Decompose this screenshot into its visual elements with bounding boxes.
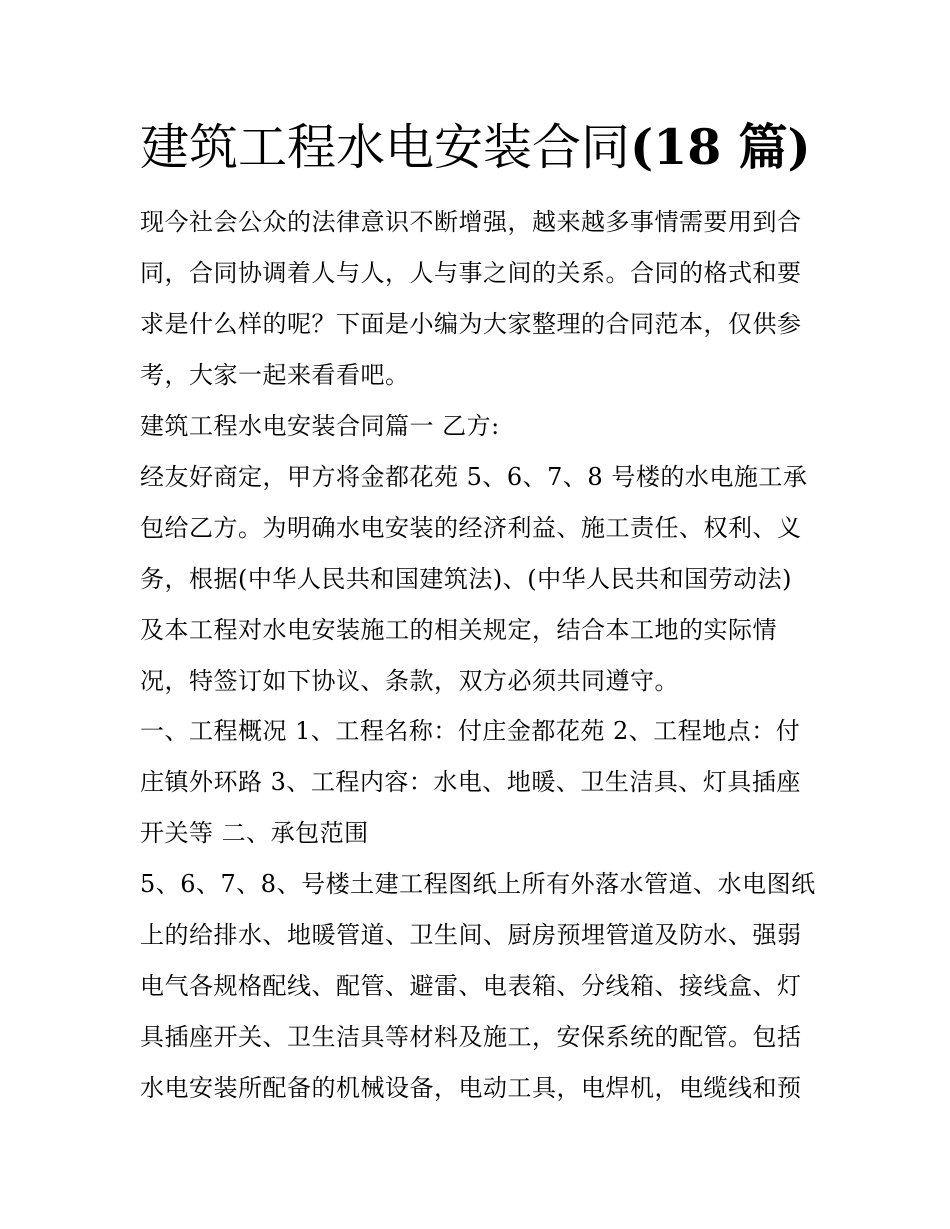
- body-line: 具插座开关、卫生洁具等材料及施工，安保系统的配管。包括: [140, 1023, 802, 1051]
- title-main: 建筑工程水电安装合同: [140, 119, 631, 176]
- body-line: 一、工程概况 1、工程名称：付庄金都花苑 2、工程地点：付: [140, 717, 801, 745]
- body-line: 包给乙方。为明确水电安装的经济利益、施工责任、权利、义: [140, 514, 802, 542]
- body-line: 务，根据(中华人民共和国建筑法)、(中华人民共和国劳动法): [140, 565, 792, 593]
- body-line: 水电安装所配备的机械设备，电动工具，电焊机，电缆线和预: [140, 1074, 802, 1102]
- body-line: 庄镇外环路 3、工程内容：水电、地暖、卫生洁具、灯具插座: [140, 768, 801, 796]
- section-heading: 建筑工程水电安装合同篇一 乙方:: [140, 412, 500, 440]
- document-title: [140, 112, 840, 183]
- body-line: 及本工程对水电安装施工的相关规定，结合本工地的实际情: [140, 616, 777, 644]
- body-line: 开关等 二、承包范围: [140, 819, 369, 847]
- body-line: 5、6、7、8、号楼土建工程图纸上所有外落水管道、水电图纸: [140, 870, 816, 898]
- title-count: (18 篇): [630, 118, 811, 176]
- body-line: 求是什么样的呢？下面是小编为大家整理的合同范本，仅供参: [140, 310, 802, 338]
- body-line: 况，特签订如下协议、条款，双方必须共同遵守。: [140, 667, 679, 695]
- body-line: 经友好商定，甲方将金都花苑 5、6、7、8 号楼的水电施工承: [140, 463, 808, 491]
- body-line: 电气各规格配线、配管、避雷、电表箱、分线箱、接线盒、灯: [140, 972, 802, 1000]
- body-line: 考，大家一起来看看吧。: [140, 361, 410, 389]
- body-line: 现今社会公众的法律意识不断增强，越来越多事情需要用到合: [140, 208, 802, 236]
- body-line: 上的给排水、地暖管道、卫生间、厨房预埋管道及防水、强弱: [140, 921, 802, 949]
- body-line: 同，合同协调着人与人，人与事之间的关系。合同的格式和要: [140, 259, 802, 287]
